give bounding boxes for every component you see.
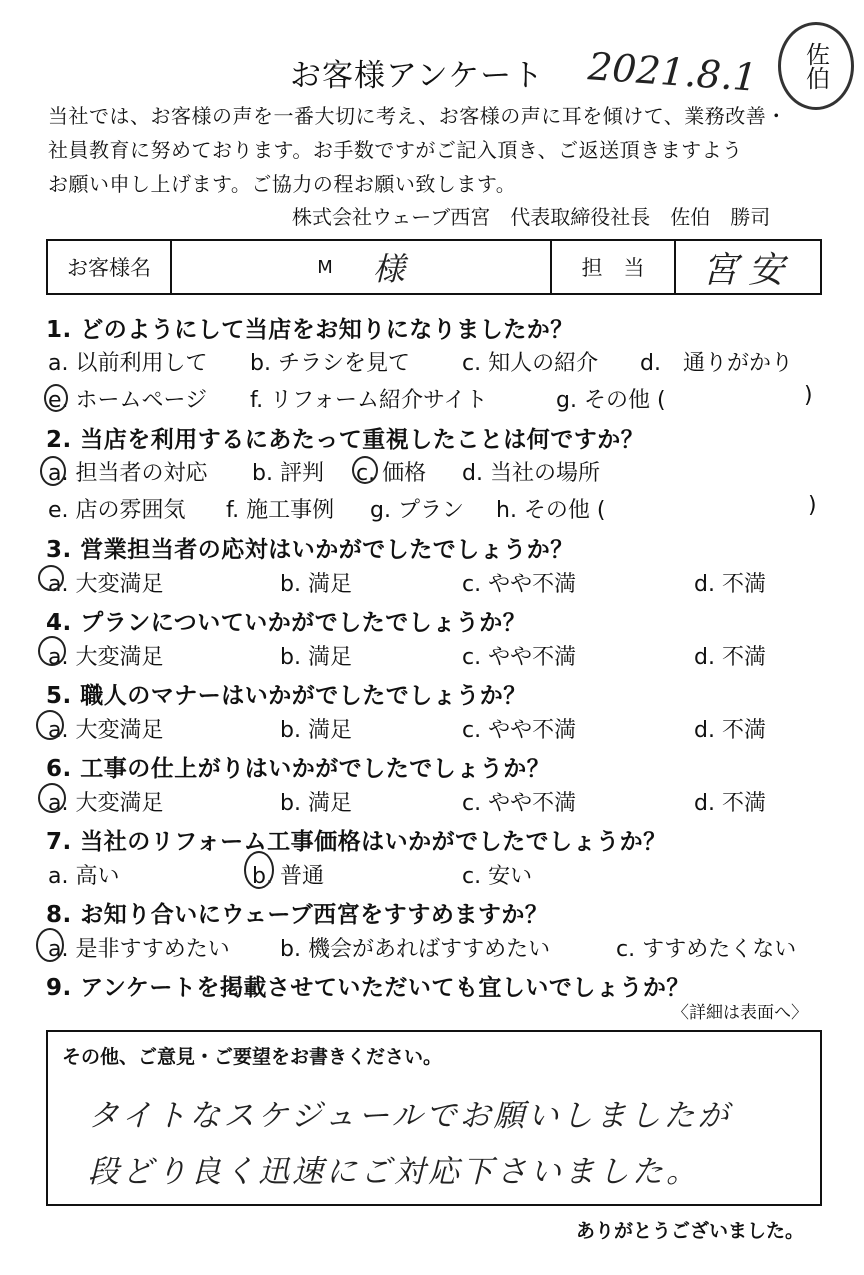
q5-option-c: c. やや不満 bbox=[462, 718, 577, 743]
q5-option-a: a. 大変満足 bbox=[48, 718, 164, 743]
q7-option-a: a. 高い bbox=[48, 864, 120, 889]
q3-option-c: c. やや不満 bbox=[462, 572, 577, 597]
customer-name-cell bbox=[172, 241, 552, 293]
q2-option-c: c. 価格 bbox=[356, 461, 427, 486]
q1-option-d: d. 通りがかり bbox=[640, 351, 793, 376]
stamp-text: 佐伯 bbox=[801, 42, 830, 90]
stamp bbox=[778, 22, 854, 110]
customer-info-box bbox=[46, 239, 822, 295]
q4-option-b: b. 満足 bbox=[280, 645, 352, 670]
customer-label: お客様名 bbox=[48, 241, 172, 293]
question-7: 7. 当社のリフォーム工事価格はいかがでしたでしょうか？ bbox=[46, 829, 667, 855]
q8-answer-circle bbox=[36, 928, 64, 962]
q3-option-b: b. 満足 bbox=[280, 572, 352, 597]
intro-line-3: お願い申し上げます。ご協力の程お願い致します。 bbox=[48, 172, 517, 196]
survey-title: お客様アンケート bbox=[290, 58, 545, 94]
q4-option-d: d. 不満 bbox=[694, 645, 766, 670]
q5-answer-circle bbox=[36, 710, 64, 740]
handwritten-date: 2021.8.1 bbox=[586, 44, 759, 100]
q1-option-e: e. ホームページ bbox=[48, 388, 208, 413]
q1-answer-circle bbox=[44, 384, 68, 412]
q2-answer-circle-a bbox=[40, 456, 66, 486]
q2-option-a: a. 担当者の対応 bbox=[48, 461, 208, 486]
q6-answer-circle bbox=[38, 783, 66, 813]
question-5: 5. 職人のマナーはいかがでしたでしょうか？ bbox=[46, 683, 527, 709]
staff-name-cell bbox=[676, 241, 820, 293]
question-1: 1. どのようにして当店をお知りになりましたか？ bbox=[46, 317, 574, 343]
q1-option-a: a. 以前利用して bbox=[48, 351, 208, 376]
q4-option-a: a. 大変満足 bbox=[48, 645, 164, 670]
q2-option-d: d. 当社の場所 bbox=[462, 461, 600, 486]
comments-label: その他、ご意見・ご要望をお書きください。 bbox=[62, 1046, 443, 1068]
q4-option-c: c. やや不満 bbox=[462, 645, 577, 670]
question-4: 4. プランについていかがでしたでしょうか？ bbox=[46, 610, 527, 636]
q2-option-g: g. プラン bbox=[370, 498, 464, 523]
staff-label: 担 当 bbox=[552, 241, 676, 293]
q1-option-c: c. 知人の紹介 bbox=[462, 351, 599, 376]
intro-line-2: 社員教育に努めております。お手数ですがご記入頂き、ご返送頂きますよう bbox=[48, 138, 743, 162]
question-2: 2. 当店を利用するにあたって重視したことは何ですか？ bbox=[46, 427, 645, 453]
q1-option-f: f. リフォーム紹介サイト bbox=[250, 388, 488, 413]
q3-option-a: a. 大変満足 bbox=[48, 572, 164, 597]
question-8: 8. お知り合いにウェーブ西宮をすすめますか？ bbox=[46, 902, 549, 928]
q2-option-e: e. 店の雰囲気 bbox=[48, 498, 186, 523]
customer-name: M bbox=[317, 256, 333, 278]
q8-option-c: c. すすめたくない bbox=[616, 937, 797, 962]
q9-note: 〈詳細は表面へ〉 bbox=[672, 1003, 808, 1023]
q3-option-d: d. 不満 bbox=[694, 572, 766, 597]
question-9: 9. アンケートを掲載させていただいても宜しいでしょうか？ bbox=[46, 975, 690, 1001]
q2-option-b: b. 評判 bbox=[252, 461, 324, 486]
q7-answer-circle bbox=[244, 851, 274, 889]
q2-option-h: h. その他 ( bbox=[496, 498, 606, 523]
q6-option-d: d. 不満 bbox=[694, 791, 766, 816]
q3-answer-circle bbox=[38, 565, 64, 591]
q8-option-b: b. 機会があればすすめたい bbox=[280, 937, 551, 962]
staff-name: 宮安 bbox=[701, 249, 794, 291]
company-signature: 株式会社ウェーブ西宮 代表取締役社長 佐伯 勝司 bbox=[292, 205, 771, 229]
q5-option-b: b. 満足 bbox=[280, 718, 352, 743]
comments-line-1: タイトなスケジュールでお願いしましたが bbox=[88, 1098, 732, 1134]
q6-option-b: b. 満足 bbox=[280, 791, 352, 816]
intro-line-1: 当社では、お客様の声を一番大切に考え、お客様の声に耳を傾けて、業務改善・ bbox=[48, 104, 787, 128]
q7-option-b: b. 普通 bbox=[252, 864, 324, 889]
question-6: 6. 工事の仕上がりはいかがでしたでしょうか？ bbox=[46, 756, 551, 782]
q6-option-a: a. 大変満足 bbox=[48, 791, 164, 816]
q2-option-h-close: ) bbox=[808, 493, 817, 518]
q1-option-g-close: ) bbox=[804, 383, 813, 408]
q2-answer-circle-c bbox=[352, 456, 378, 484]
comments-line-2: 段どり良く迅速にご対応下さいました。 bbox=[88, 1154, 700, 1190]
q4-answer-circle bbox=[38, 636, 66, 666]
customer-honorific: 様 bbox=[372, 250, 405, 288]
q1-option-g: g. その他 ( bbox=[556, 388, 666, 413]
q7-option-c: c. 安い bbox=[462, 864, 533, 889]
comments-box bbox=[46, 1030, 822, 1206]
q8-option-a: a. 是非すすめたい bbox=[48, 937, 230, 962]
q6-option-c: c. やや不満 bbox=[462, 791, 577, 816]
q5-option-d: d. 不満 bbox=[694, 718, 766, 743]
question-3: 3. 営業担当者の応対はいかがでしたでしょうか？ bbox=[46, 537, 574, 563]
q1-option-b: b. チラシを見て bbox=[250, 351, 410, 376]
q2-option-f: f. 施工事例 bbox=[226, 498, 335, 523]
thanks-text: ありがとうございました。 bbox=[576, 1220, 805, 1242]
